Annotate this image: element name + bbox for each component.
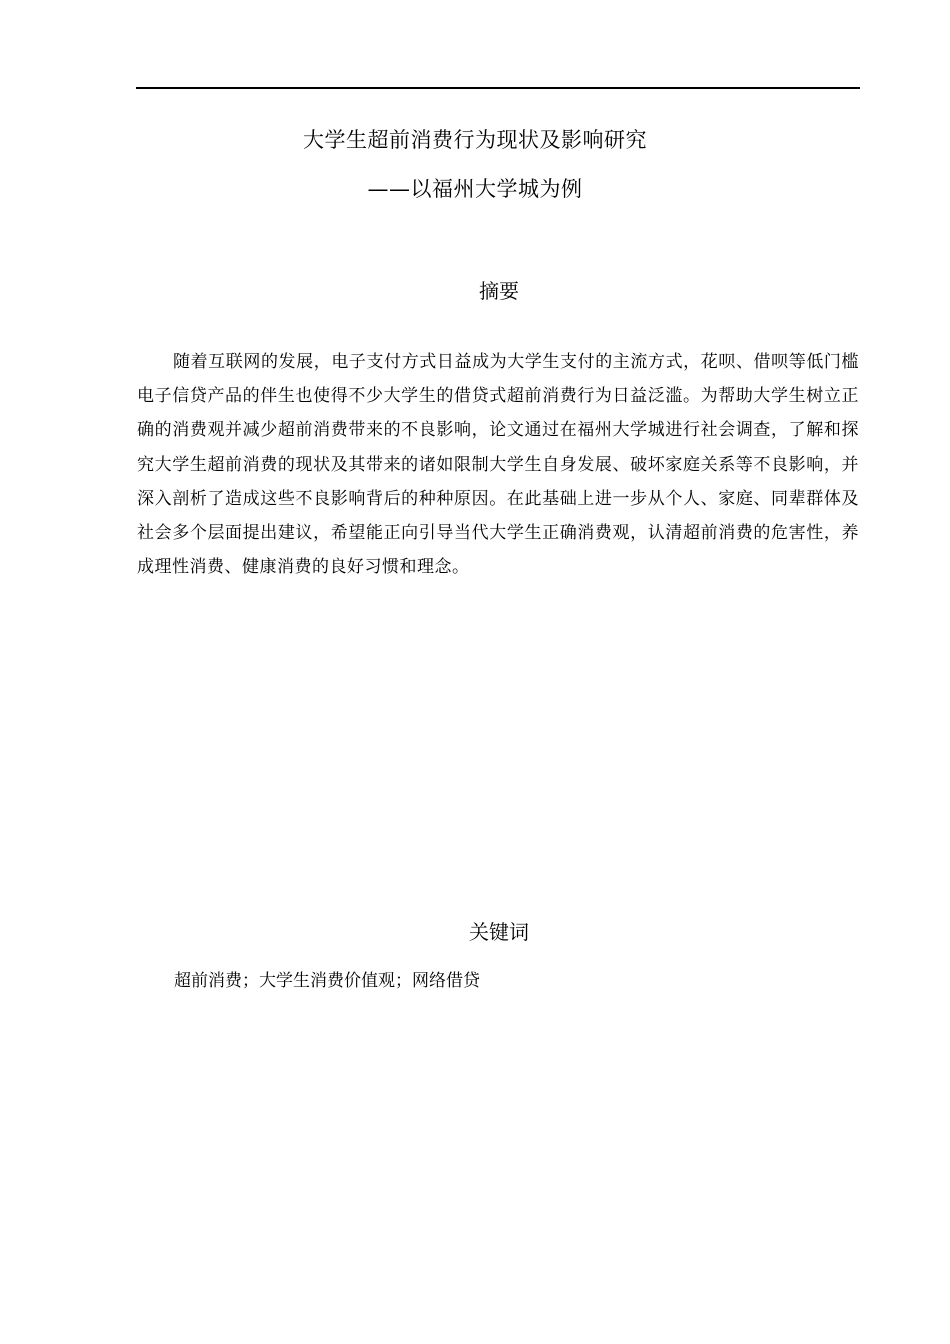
abstract-heading: 摘要 — [479, 279, 519, 303]
document-subtitle: ——以福州大学城为例 — [367, 177, 583, 201]
keywords-list: 超前消费；大学生消费价值观；网络借贷 — [174, 971, 480, 991]
document-title: 大学生超前消费行为现状及影响研究 — [303, 128, 647, 152]
abstract-body: 随着互联网的发展，电子支付方式日益成为大学生支付的主流方式，花呗、借呗等低门槛电子信贷产品的伴生也使得不少大学生的借贷式超前消费行为日益泛滥。为帮助大学生树立正确的消费观并减少超前消费带来的不良影响，论文通过在福州大学城进行社会调查，了解和探究大学生超前消费的现状及其带来的诸如限制大学生自身发展、破坏家庭关系等不良影响，并深入剖析了造成这些不良影响背后的种种原因。在此基础上进一步从个人、家庭、同辈群体及社会多个层面提出建议，希望能正向引导当代大学生正确消费观，认清超前消费的危害性，养成理性消费、健康消费的良好习惯和理念。 — [137, 352, 859, 578]
keywords-heading: 关键词 — [469, 920, 529, 944]
header-rule — [136, 87, 860, 89]
